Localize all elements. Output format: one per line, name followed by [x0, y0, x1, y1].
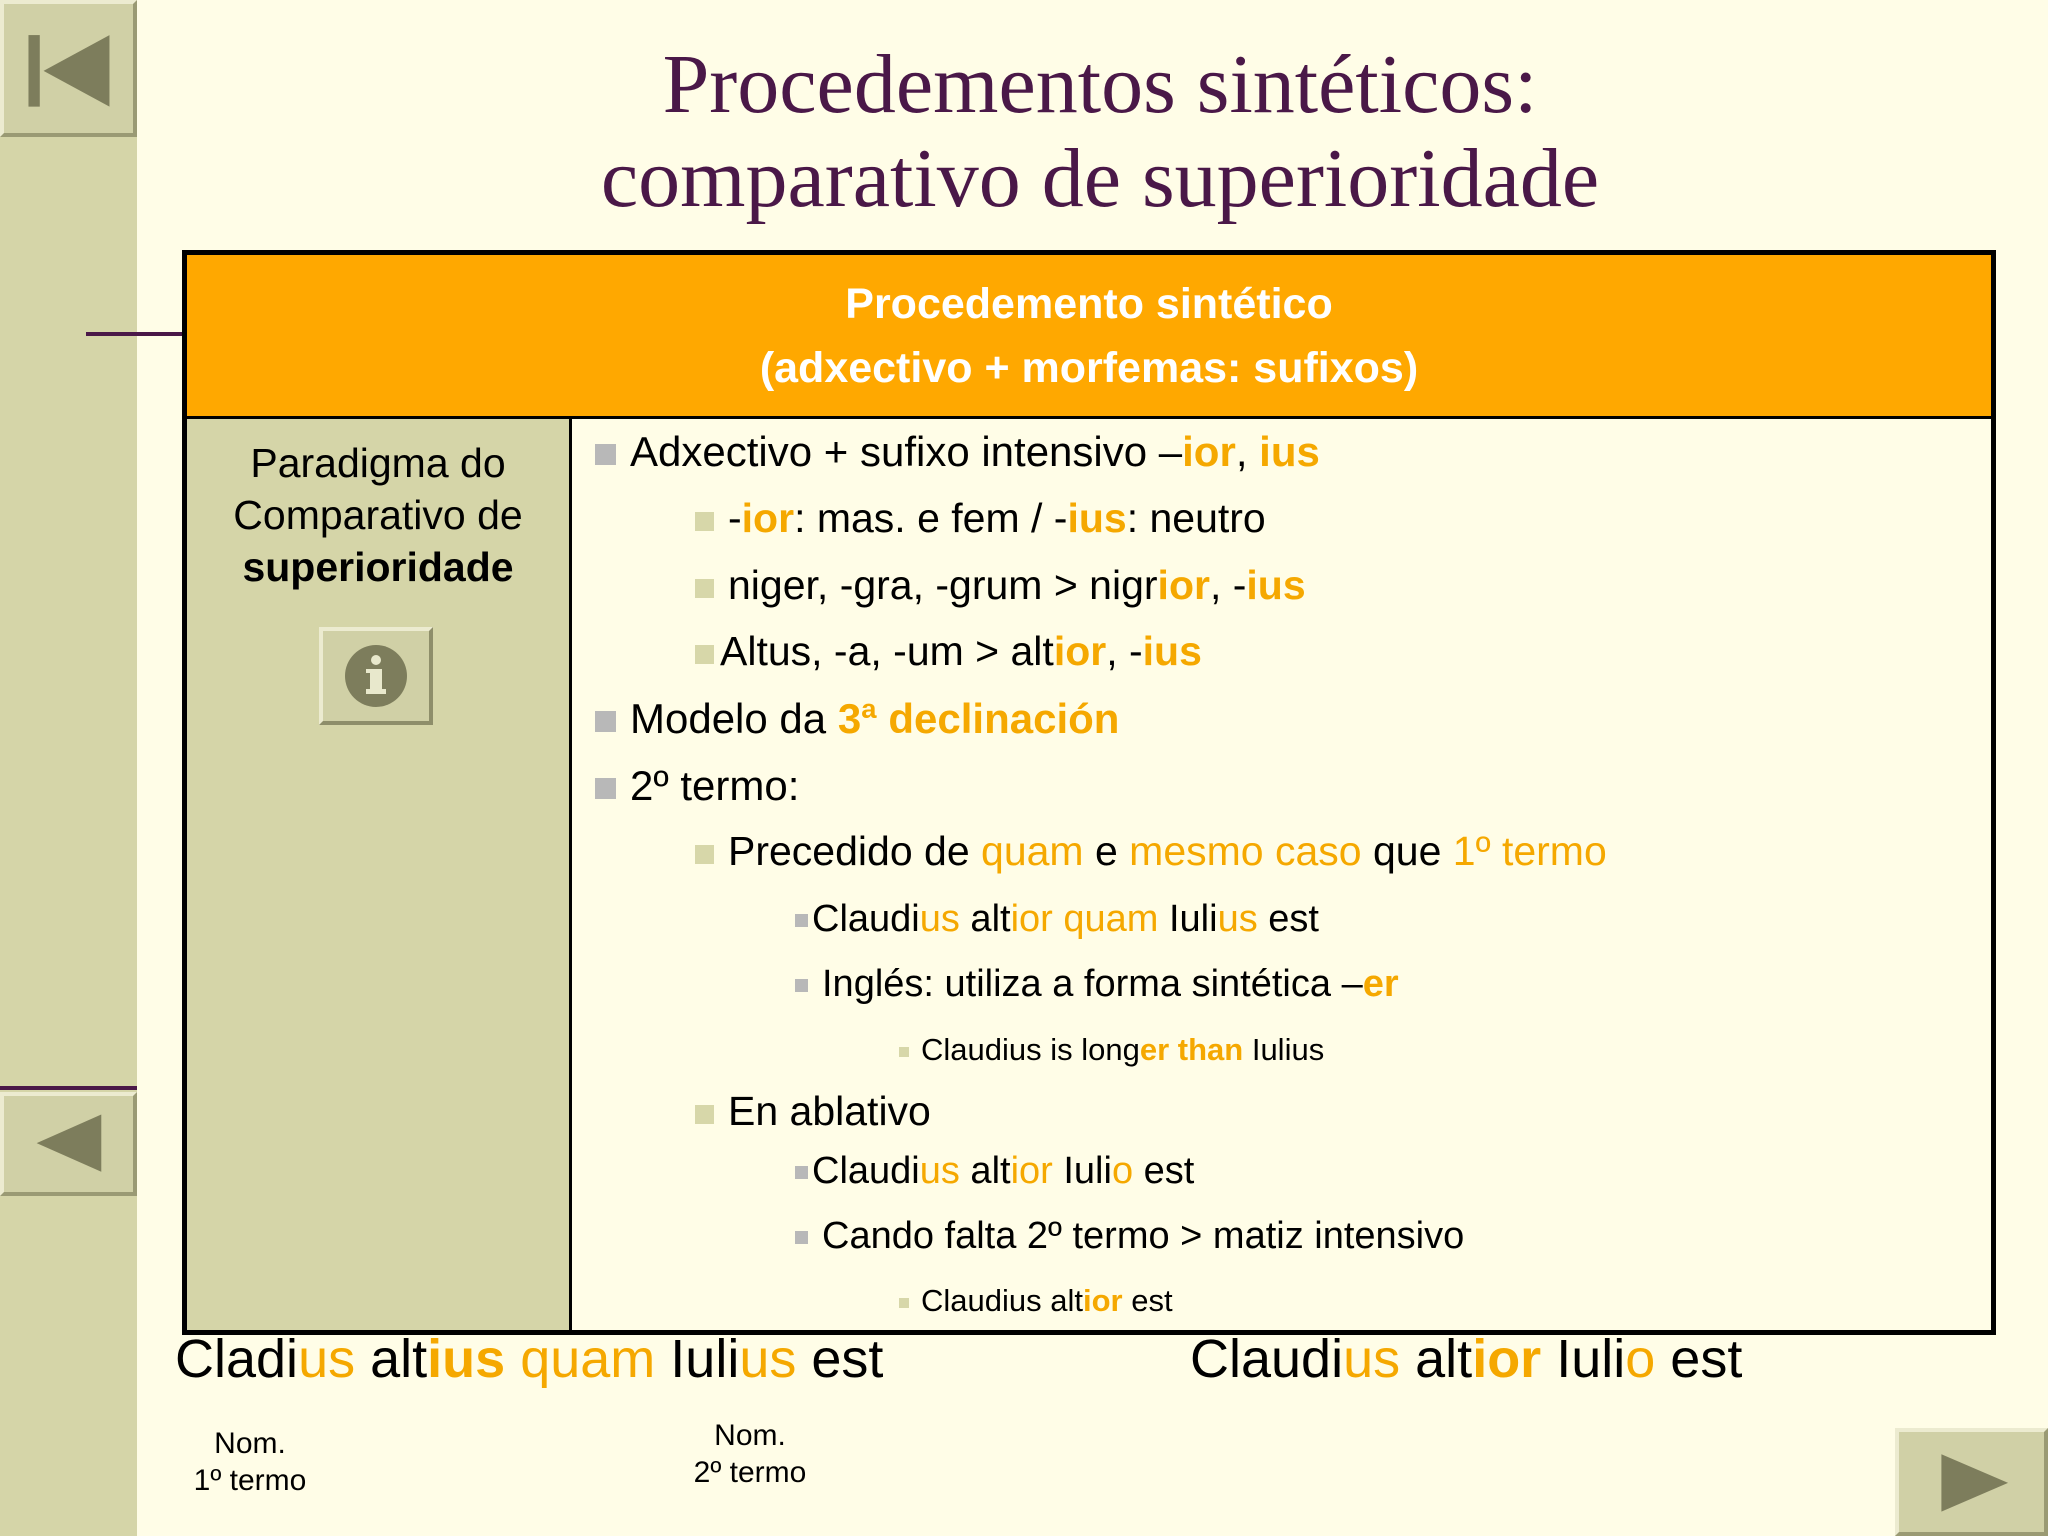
- list-item: Claudius altior est: [899, 1283, 1173, 1319]
- list-item: -ior: mas. e fem / -ius: neutro: [695, 495, 1266, 542]
- bullet-icon: [899, 1298, 909, 1308]
- first-slide-button[interactable]: [0, 0, 137, 137]
- table-header: [187, 255, 1991, 419]
- bullet-icon: [795, 1231, 808, 1244]
- list-item: 2º termo:: [595, 762, 799, 810]
- bullet-icon: [695, 1105, 714, 1124]
- bullet-icon: [795, 1166, 808, 1179]
- info-button[interactable]: [319, 627, 433, 725]
- list-item: Precedido de quam e mesmo caso que 1º termo: [695, 828, 1607, 875]
- play-forward-icon: [1899, 1432, 2044, 1532]
- list-item: Adxectivo + sufixo intensivo –ior, ius: [595, 428, 1320, 476]
- bullet-icon: [795, 914, 808, 927]
- example-sentence-left: Cladius altius quam Iulius est: [175, 1329, 884, 1389]
- list-item: niger, -gra, -grum > nigrior, -ius: [695, 562, 1306, 609]
- list-item: Claudius altior Iulio est: [795, 1150, 1194, 1193]
- caption-first-term: Nom. 1º termo: [193, 1427, 307, 1497]
- sidebar: [0, 0, 137, 1536]
- skip-back-icon: [4, 4, 133, 133]
- list-item: Altus, -a, -um > altior, -ius: [695, 628, 1202, 675]
- list-item: Claudius is longer than Iulius: [899, 1032, 1324, 1068]
- bullet-icon: [595, 778, 616, 799]
- header-line-1: Procedemento sintético: [845, 280, 1333, 328]
- list-item: Modelo da 3ª declinación: [595, 695, 1119, 743]
- bullet-icon: [795, 979, 808, 992]
- bullet-icon: [695, 512, 714, 531]
- header-line-2: (adxectivo + morfemas: sufixos): [759, 344, 1419, 392]
- bullet-icon: [595, 444, 616, 465]
- bullet-icon: [695, 845, 714, 864]
- title-line-1: Procedementos sintéticos:: [662, 38, 1538, 131]
- divider-line: [86, 332, 184, 336]
- slide-title: [500, 38, 1700, 226]
- divider-line: [0, 1086, 137, 1090]
- title-line-2: comparativo de superioridade: [600, 132, 1600, 225]
- next-slide-button[interactable]: [1895, 1428, 2048, 1536]
- list-item: Claudius altior quam Iulius est: [795, 898, 1319, 941]
- info-icon: [323, 631, 429, 721]
- caption-second-term: Nom. 2º termo: [693, 1419, 807, 1489]
- content-table: [182, 250, 1996, 1335]
- list-item: Cando falta 2º termo > matiz intensivo: [795, 1215, 1464, 1258]
- paradigm-line-2: Comparativo de: [233, 492, 523, 538]
- list-item: Inglés: utiliza a forma sintética –er: [795, 963, 1399, 1006]
- bullet-icon: [595, 711, 616, 732]
- bullet-icon: [899, 1047, 909, 1057]
- example-sentence-right: Claudius altior Iulio est: [1190, 1329, 1743, 1389]
- paradigm-line-3: superioridade: [242, 544, 514, 590]
- paradigm-line-1: Paradigma do: [250, 440, 506, 486]
- bullet-icon: [695, 645, 714, 664]
- play-back-icon: [4, 1096, 133, 1192]
- paradigm-cell: [187, 419, 572, 1330]
- previous-slide-button[interactable]: [0, 1092, 137, 1196]
- bullet-icon: [695, 579, 714, 598]
- list-item: En ablativo: [695, 1088, 931, 1135]
